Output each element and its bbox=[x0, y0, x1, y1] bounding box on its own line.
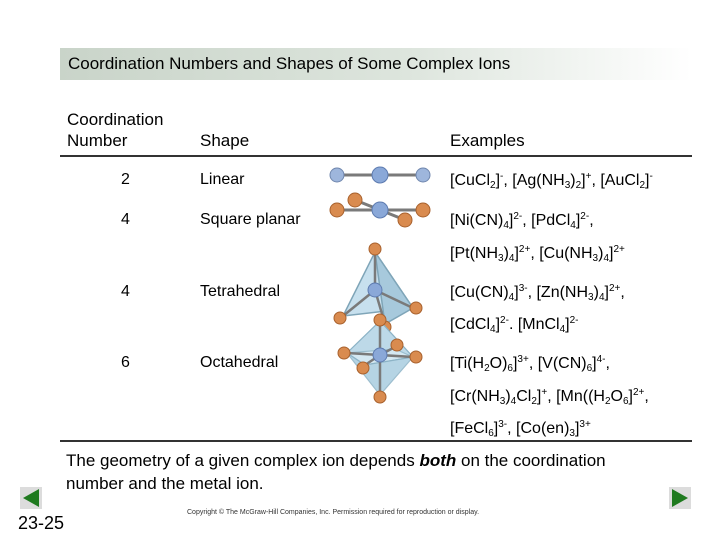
slide-title: Coordination Numbers and Shapes of Some Complex Ions bbox=[68, 54, 511, 73]
header-coordination-line2: Number bbox=[67, 131, 128, 150]
header-examples: Examples bbox=[450, 131, 525, 150]
copyright-notice: Copyright © The McGraw-Hill Companies, Inc. Permission required for reproduction or display. bbox=[187, 509, 480, 516]
row-tetrahedral-number: 4 bbox=[121, 283, 130, 300]
linear-molecule-image bbox=[325, 160, 435, 190]
row-octahedral-examples-line3: [FeCl$_6$]$^{3-}$, $[Co(en)_3]^{3+}$ bbox=[450, 419, 591, 439]
row-linear-shape: Linear bbox=[200, 171, 245, 188]
footer-rule bbox=[60, 440, 692, 442]
caption-after: on the coordination number and the metal ion. bbox=[66, 451, 606, 493]
row-square-planar-shape: Square planar bbox=[200, 211, 301, 228]
row-square-planar-number: 4 bbox=[121, 211, 130, 228]
caption-before: The geometry of a given complex ion depends bbox=[66, 451, 420, 470]
triangle-left-icon[interactable] bbox=[20, 487, 42, 509]
slide-number: 23-25 bbox=[18, 513, 65, 533]
header-coordination-line1: Coordination bbox=[67, 110, 164, 129]
octahedral-molecule-image bbox=[325, 313, 435, 403]
row-octahedral-shape: Octahedral bbox=[200, 354, 279, 371]
header-coordination-number bbox=[67, 109, 163, 151]
title-bar bbox=[60, 48, 692, 80]
row-octahedral-examples-line2: $[Cr(NH_3)_4Cl_2]^+$, [$Mn((H_2O_6]^{2+}$, bbox=[450, 387, 649, 407]
row-octahedral-number: 6 bbox=[121, 354, 130, 371]
row-linear-examples: [CuCl$_2$]-, $[Ag(NH_3)_2]^+$, [AuCl$_2$]- bbox=[450, 171, 653, 191]
row-tetrahedral-shape: Tetrahedral bbox=[200, 283, 281, 300]
triangle-right-icon[interactable] bbox=[669, 487, 691, 509]
square-planar-molecule-image bbox=[325, 188, 435, 236]
caption bbox=[66, 449, 666, 495]
row-octahedral-examples-line1: $[Ti(H_2O)_6]^{3+}$, $[V(CN)_6]^{4-}$, bbox=[450, 354, 610, 374]
row-tetrahedral-examples-line2: [CdCl$_4$]$^{2-}$. [MnCl$_4$]$^{2-}$ bbox=[450, 315, 579, 335]
row-square-planar-examples-line2: $[Pt(NH_3)_4]^{2+}$, $[Cu(NH_3)_4]^{2+}$ bbox=[450, 244, 625, 264]
header-shape: Shape bbox=[200, 131, 250, 150]
row-linear-number: 2 bbox=[121, 171, 130, 188]
header-rule bbox=[60, 155, 692, 157]
row-square-planar-examples-line1: $[Ni(CN)_4]^{2-}$, [PdCl$_4$]$^{2-}$, bbox=[450, 211, 594, 231]
row-tetrahedral-examples-line1: $[Cu(CN)_4]^{3-}$, $[Zn(NH_3)_4]^{2+}$, bbox=[450, 283, 625, 303]
caption-emphasis: both bbox=[419, 451, 457, 470]
